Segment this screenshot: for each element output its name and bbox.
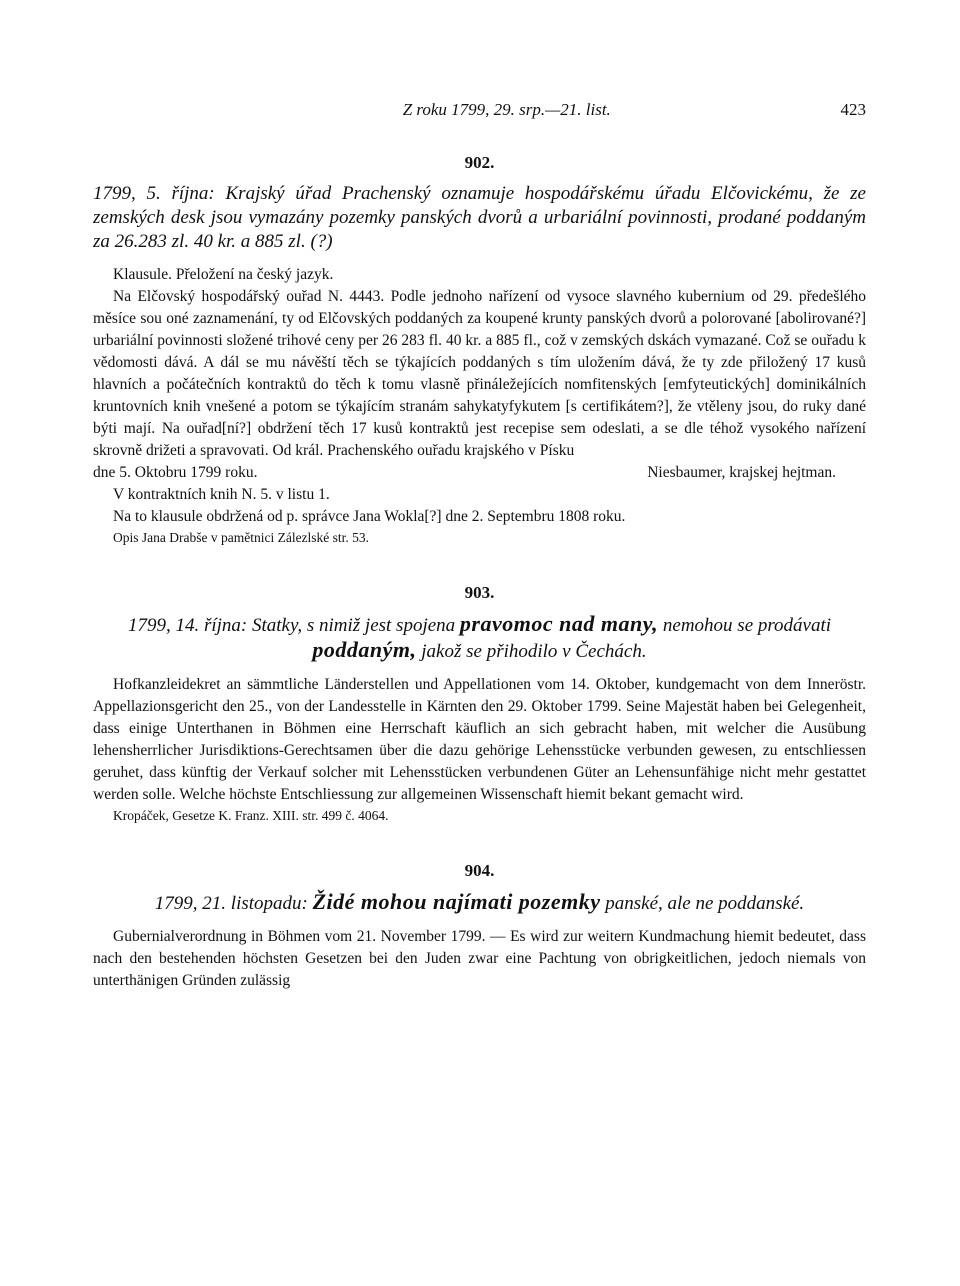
document-page: [93, 100, 866, 992]
section-904-body: Gubernialverordnung in Böhmen vom 21. November 1799. — Es wird zur weitern Kundmachung hiemit bedeutet, dass nach den bestehenden höchsten Gesetzen bei den Juden zwar eine Pachtung von obrigkeitlichen, jedoch niemals von unterthänigen Gründen zulässig: [93, 928, 866, 989]
section-902-date: dne 5. Oktobru 1799 roku.: [93, 464, 258, 481]
section-902-contract-ref: V kontraktních knih N. 5. v listu 1.: [113, 486, 330, 503]
section-903-body: Hofkanzleidekret an sämmtliche Länderstellen und Appellationen vom 14. Oktober, kundgemacht von dem Inneröstr. Appellazionsgericht den 25., von der Landesstelle in Kärnten den 29. Oktober 1799. Seine Majestät haben bei Gelegenheit, dass einige Unterthanen in Böhmen eine Herrschaft käuflich an sich gebracht haben, mit welcher die Ausübung lehensherrlicher Jurisdiktions-Gerechtsamen über die dazu gehörige Lehensstücke verbunden gewesen, zu entschliessen geruhet, dass künftig der Verkauf solcher mit Lehensstücken verbundenen Güter an Lehensunfähige nicht mehr gestattet werden solle. Welche höchste Entschliessung zur allgemeinen Wissenschaft hiemit bekant gemacht wird.: [93, 676, 866, 803]
page-number: 423: [840, 100, 866, 119]
section-904-heading-em: Židé mohou najímati pozemky: [312, 889, 601, 914]
section-903-heading-a: 1799, 14. října: Statky, s nimiž jest spojena: [127, 615, 460, 636]
section-904-heading-a: 1799, 21. listopadu:: [154, 893, 313, 914]
section-903-heading-em2: poddaným,: [312, 637, 417, 662]
section-903-heading-c: jakož se přihodilo v Čechách.: [416, 641, 647, 662]
section-903-heading-b: nemohou se prodávati: [658, 615, 832, 636]
section-903-number: 903.: [464, 583, 495, 602]
section-902-number: 902.: [464, 153, 495, 172]
section-903-heading: [93, 612, 866, 664]
section-902-source: Opis Jana Drabše v pamětnici Zálezlské str. 53.: [113, 530, 370, 545]
section-904-heading-b: panské, ale ne poddanské.: [600, 893, 805, 914]
section-902-clause: Klausule. Přeložení na český jazyk.: [113, 266, 334, 283]
section-902-receipt: Na to klausule obdržená od p. správce Jana Wokla[?] dne 2. Septembru 1808 roku.: [113, 508, 626, 525]
running-header: [93, 100, 866, 122]
section-904-number: 904.: [464, 861, 495, 880]
running-title: Z roku 1799, 29. srp.—21. list.: [402, 100, 611, 119]
section-902-signature: Niesbaumer, krajskej hejtman.: [647, 464, 836, 481]
section-903-heading-em1: pravomoc nad many,: [459, 611, 659, 636]
section-903-source: Kropáček, Gesetze K. Franz. XIII. str. 499 č. 4064.: [113, 808, 389, 823]
section-902-date-signature: [93, 462, 866, 484]
section-902-body: Na Elčovský hospodářský ouřad N. 4443. Podle jednoho nařízení od vysoce slavného kubernium od 29. předešlého měsíce sou oné zaznamenání, ty od Elčovských poddaných za koupené krunty panských dvorů a polorované [abolirované?] urbariální povinnosti složené trihové ceny per 26 283 fl. 40 kr. a 885 fl., což v zemských dskách vymazané. Což se ouřadu k vědomosti dává. A dál se mu návěští těch se týkajících poddaných s tím uložením dává, že ty zde přiložený 17 kusů hlavních a počátečních kontraktů do těch k tomu vlasně přináležejících nomfitenských [emfyteutických] dominikálních kruntovních knih vnešené a potom se týkajícím stranám sahykatyfykutem [s certifikátem?], že vtěleny jsou, do ruky dané býti mají. Na ouřad[ní?] obdržení těch 17 kusů kontraktů jest recepise sem odeslati, a se dle téhož vysokého nařízení skrovně drižeti a spravovati. Od král. Prachenského ouřadu krajského v Písku: [93, 288, 866, 459]
section-904-heading: [93, 890, 866, 916]
section-902-heading: 1799, 5. října: Krajský úřad Prachenský oznamuje hospodářskému úřadu Elčovickému, že ze zemských desk jsou vymazány pozemky panských dvorů a urbariální povinnosti, prodané poddaným za 26.283 zl. 40 kr. a 885 zl. (?): [93, 183, 866, 252]
